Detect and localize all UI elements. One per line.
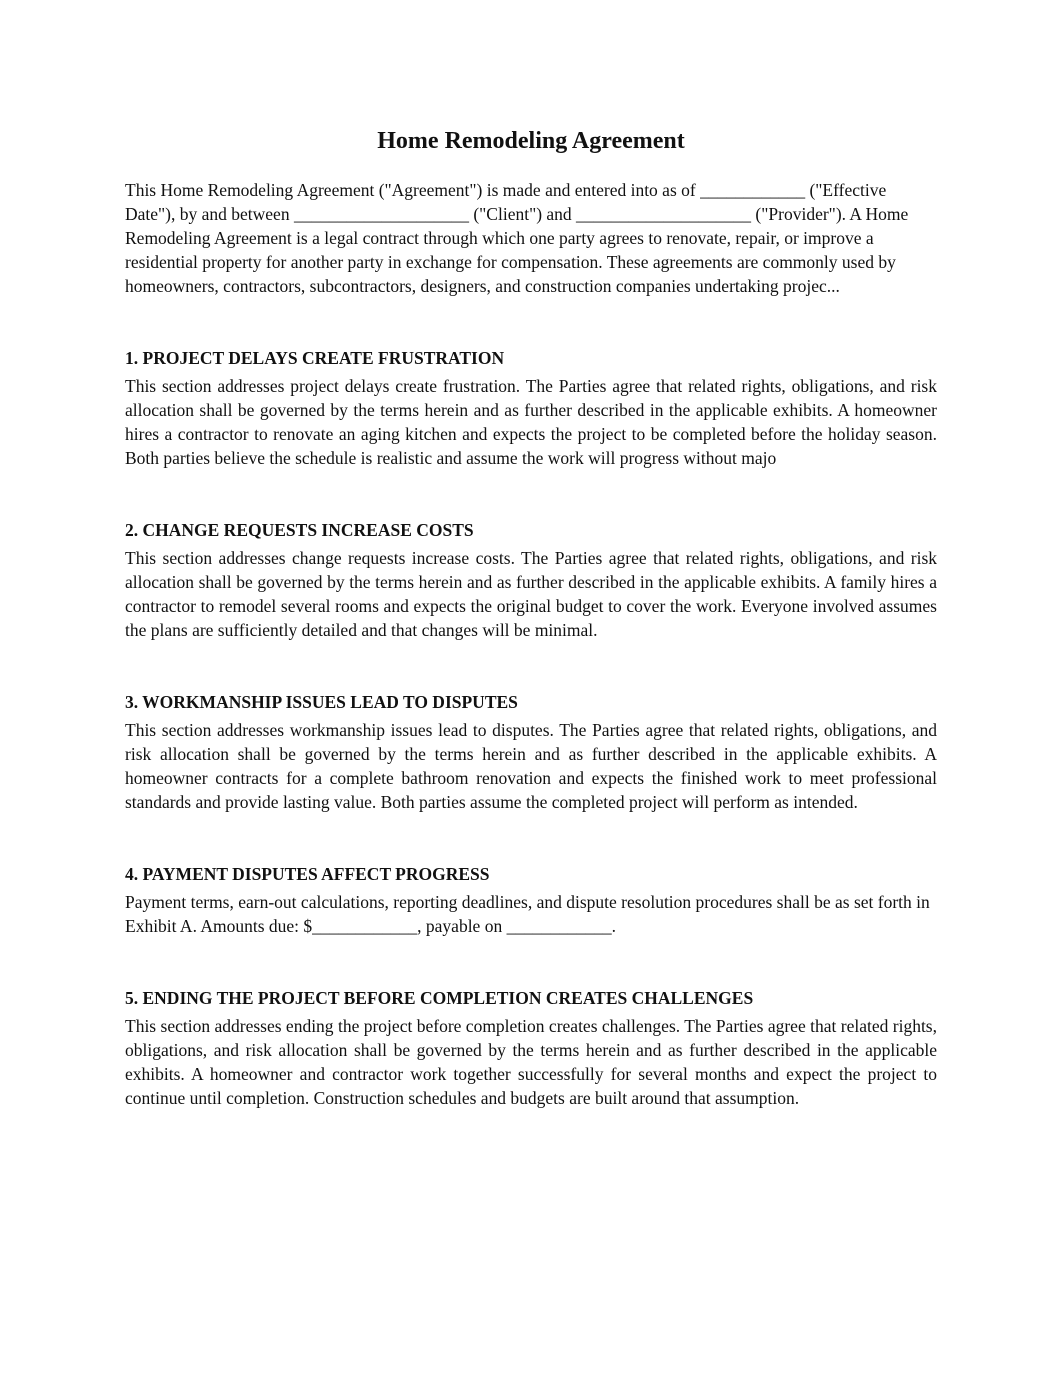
section-heading: 4. PAYMENT DISPUTES AFFECT PROGRESS	[125, 864, 490, 884]
section-body: This section addresses project delays create frustration. The Parties agree that related rights, obligations, and risk allocation shall be governed by the terms herein and as further described in the applicable exhibits. A homeowner hires a contractor to renovate an aging kitchen and expects the project to be completed before the holiday season. Both parties believe the schedule is realistic and assume the work will progress without majo	[125, 376, 937, 468]
section-2	[125, 518, 937, 642]
section-1	[125, 346, 937, 470]
section-body: This section addresses ending the project before completion creates challenges. The Parties agree that related rights, obligations, and risk allocation shall be governed by the terms herein and as further described in the applicable exhibits. A homeowner and contractor work together successfully for several months and expect the project to continue until completion. Construction schedules and budgets are built around that assumption.	[125, 1016, 937, 1108]
section-5	[125, 986, 937, 1110]
section-body: This section addresses workmanship issues lead to disputes. The Parties agree that related rights, obligations, and risk allocation shall be governed by the terms herein and as further described in the applicable exhibits. A homeowner contracts for a complete bathroom renovation and expects the finished work to meet professional standards and provide lasting value. Both parties assume the completed project will perform as intended.	[125, 720, 937, 812]
section-heading: 5. ENDING THE PROJECT BEFORE COMPLETION CREATES CHALLENGES	[125, 988, 754, 1008]
intro-paragraph: This Home Remodeling Agreement ("Agreement") is made and entered into as of ____________ ("Effective Date"), by and between ____________________ ("Client") and ____________________ ("Provider"). A Home Remodeling Agreement is a legal contract through which one party agrees to renovate, repair, or improve a residential property for another party in exchange for compensation. These agreements are commonly used by homeowners, contractors, subcontractors, designers, and construction companies undertaking projec...	[125, 180, 909, 296]
section-body: This section addresses change requests increase costs. The Parties agree that related rights, obligations, and risk allocation shall be governed by the terms herein and as further described in the applicable exhibits. A family hires a contractor to remodel several rooms and expects the original budget to cover the work. Everyone involved assumes the plans are sufficiently detailed and that changes will be minimal.	[125, 548, 937, 640]
section-heading: 2. CHANGE REQUESTS INCREASE COSTS	[125, 520, 474, 540]
document-page	[125, 124, 937, 1110]
section-heading: 1. PROJECT DELAYS CREATE FRUSTRATION	[125, 348, 505, 368]
document-title: Home Remodeling Agreement	[377, 128, 685, 154]
section-body: Payment terms, earn-out calculations, reporting deadlines, and dispute resolution procedures shall be as set forth in Exhibit A. Amounts due: $____________, payable on ____________.	[125, 892, 930, 936]
section-heading: 3. WORKMANSHIP ISSUES LEAD TO DISPUTES	[125, 692, 518, 712]
section-3	[125, 690, 937, 814]
section-4	[125, 862, 937, 938]
